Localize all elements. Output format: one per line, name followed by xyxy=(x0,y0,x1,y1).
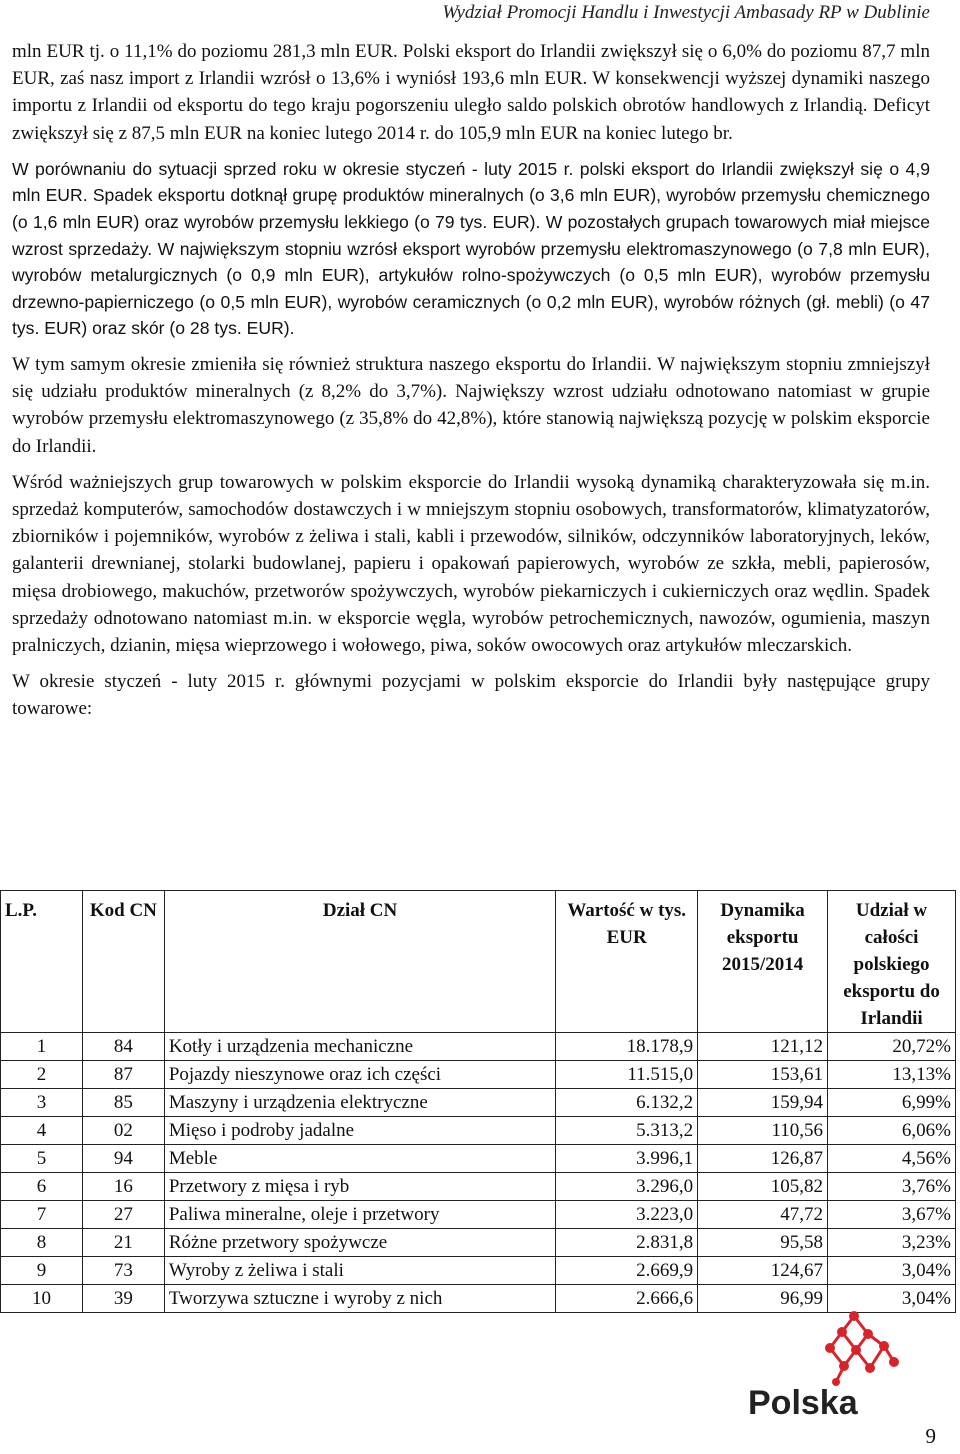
table-row xyxy=(1,1061,956,1089)
table-row xyxy=(1,1089,956,1117)
cell-lp: 3 xyxy=(1,1089,83,1117)
table-header-row xyxy=(1,891,956,1033)
paragraph-table-intro: W okresie styczeń - luty 2015 r. głównymi pozycjami w polskim eksporcie do Irlandii były następujące grupy towarowe: xyxy=(12,671,930,720)
page-number: 9 xyxy=(925,1424,936,1448)
header-dzial: Dział CN xyxy=(164,891,555,1033)
cell-kod: 73 xyxy=(82,1257,164,1285)
paragraph-trade-balance: mln EUR tj. o 11,1% do poziomu 281,3 mln EUR. Polski eksport do Irlandii zwiększył się o 6,0% do poziomu 87,7 mln EUR, zaś nasz import z Irlandii wzrósł o 13,6% i wyniósł 193,6 mln EUR. W konsekwencji wyższej dynamiki naszego importu z Irlandii od eksportu do tego kraju pogorszeniu uległo saldo polskich obrotów handlowych z Irlandią. Deficyt zwiększył się z 87,5 mln EUR na koniec lutego 2014 r. do 105,9 mln EUR na koniec lutego br. xyxy=(12,41,930,144)
cell-dzial: Różne przetwory spożywcze xyxy=(164,1229,555,1257)
table-row xyxy=(1,1033,956,1061)
cell-wartosc: 3.996,1 xyxy=(556,1145,698,1173)
cell-dynamika: 110,56 xyxy=(698,1117,828,1145)
cell-dzial: Kotły i urządzenia mechaniczne xyxy=(164,1033,555,1061)
cell-wartosc: 2.669,9 xyxy=(556,1257,698,1285)
cell-dynamika: 96,99 xyxy=(698,1285,828,1313)
header-dynamika: Dynamika eksportu 2015/2014 xyxy=(698,891,828,1033)
cell-kod: 16 xyxy=(82,1173,164,1201)
cell-kod: 39 xyxy=(82,1285,164,1313)
cell-lp: 1 xyxy=(1,1033,83,1061)
page-header: Wydział Promocji Handlu i Inwestycji Ambasady RP w Dublinie xyxy=(442,2,930,23)
cell-udzial: 13,13% xyxy=(828,1061,956,1089)
table-row xyxy=(1,1201,956,1229)
cell-wartosc: 3.223,0 xyxy=(556,1201,698,1229)
cell-udzial: 4,56% xyxy=(828,1145,956,1173)
table-row xyxy=(1,1257,956,1285)
cell-kod: 27 xyxy=(82,1201,164,1229)
cell-dynamika: 126,87 xyxy=(698,1145,828,1173)
cell-dzial: Meble xyxy=(164,1145,555,1173)
table-row xyxy=(1,1117,956,1145)
polska-logo-icon xyxy=(744,1310,932,1420)
cell-dzial: Mięso i podroby jadalne xyxy=(164,1117,555,1145)
cell-udzial: 6,99% xyxy=(828,1089,956,1117)
cell-dynamika: 153,61 xyxy=(698,1061,828,1089)
cell-wartosc: 2.831,8 xyxy=(556,1229,698,1257)
cell-dzial: Przetwory z mięsa i ryb xyxy=(164,1173,555,1201)
header-wartosc: Wartość w tys. EUR xyxy=(556,891,698,1033)
cell-wartosc: 11.515,0 xyxy=(556,1061,698,1089)
paragraph-product-groups: Wśród ważniejszych grup towarowych w polskim eksporcie do Irlandii wysoką dynamiką charakteryzowała się m.in. sprzedaż komputerów, samochodów dostawczych i w mniejszym stopniu osobowych, transformatorów, klimatyzatorów, zbiorników i pojemników, wyrobów z żeliwa i stali, kabli i przewodów, silników, odczynników laboratoryjnych, leków, galanterii drewnianej, stolarki budowlanej, papieru i opakowań papierowych, wyrobów ze szkła, mebli, papierosów, mięsa drobiowego, makuchów, przetworów spożywczych, wyrobów piekarniczych i cukierniczych oraz wędlin. Spadek sprzedaży odnotowano natomiast m.in. w eksporcie węgla, wyrobów petrochemicznych, nawozów, ogumienia, maszyn pralniczych, dzianin, mięsa wieprzowego i wołowego, piwa, soków owocowych oraz artykułów mleczarskich. xyxy=(12,471,930,656)
cell-dzial: Wyroby z żeliwa i stali xyxy=(164,1257,555,1285)
cell-lp: 9 xyxy=(1,1257,83,1285)
cell-dynamika: 47,72 xyxy=(698,1201,828,1229)
cell-kod: 85 xyxy=(82,1089,164,1117)
cell-udzial: 20,72% xyxy=(828,1033,956,1061)
table-row xyxy=(1,1173,956,1201)
cell-udzial: 3,23% xyxy=(828,1229,956,1257)
export-table xyxy=(0,890,956,1313)
cell-kod: 84 xyxy=(82,1033,164,1061)
cell-lp: 6 xyxy=(1,1173,83,1201)
cell-wartosc: 5.313,2 xyxy=(556,1117,698,1145)
cell-wartosc: 2.666,6 xyxy=(556,1285,698,1313)
header-lp: L.P. xyxy=(1,891,83,1033)
cell-kod: 21 xyxy=(82,1229,164,1257)
cell-dzial: Tworzywa sztuczne i wyroby z nich xyxy=(164,1285,555,1313)
polska-logo-text: Polska xyxy=(748,1384,858,1420)
polska-logo xyxy=(744,1310,932,1420)
cell-lp: 5 xyxy=(1,1145,83,1173)
table-row xyxy=(1,1145,956,1173)
cell-wartosc: 18.178,9 xyxy=(556,1033,698,1061)
paragraph-export-changes: W porównaniu do sytuacji sprzed roku w okresie styczeń - luty 2015 r. polski eksport do Irlandii zwiększył się o 4,9 mln EUR. Spadek eksportu dotknął grupę produktów mineralnych (o 3,6 mln EUR), wyrobów przemysłu chemicznego (o 1,6 mln EUR) oraz wyrobów przemysłu lekkiego (o 79 tys. EUR). W pozostałych grupach towarowych miał miejsce wzrost sprzedaży. W największym stopniu wzrósł eksport wyrobów przemysłu elektromaszynowego (o 7,8 mln EUR), wyrobów metalurgicznych (o 0,9 mln EUR), artykułów rolno-spożywczych (o 0,5 mln EUR), wyrobów przemysłu drzewno-papierniczego (o 0,5 mln EUR), wyrobów ceramicznych (o 0,2 mln EUR), wyrobów różnych (gł. mebli) (o 47 tys. EUR) oraz skór (o 28 tys. EUR). xyxy=(12,158,930,339)
cell-dynamika: 159,94 xyxy=(698,1089,828,1117)
cell-dzial: Maszyny i urządzenia elektryczne xyxy=(164,1089,555,1117)
cell-lp: 4 xyxy=(1,1117,83,1145)
cell-dynamika: 95,58 xyxy=(698,1229,828,1257)
cell-udzial: 6,06% xyxy=(828,1117,956,1145)
cell-dynamika: 124,67 xyxy=(698,1257,828,1285)
cell-dzial: Pojazdy nieszynowe oraz ich części xyxy=(164,1061,555,1089)
cell-dzial: Paliwa mineralne, oleje i przetwory xyxy=(164,1201,555,1229)
cell-wartosc: 3.296,0 xyxy=(556,1173,698,1201)
cell-lp: 7 xyxy=(1,1201,83,1229)
cell-lp: 2 xyxy=(1,1061,83,1089)
cell-kod: 87 xyxy=(82,1061,164,1089)
cell-udzial: 3,67% xyxy=(828,1201,956,1229)
cell-udzial: 3,76% xyxy=(828,1173,956,1201)
cell-dynamika: 121,12 xyxy=(698,1033,828,1061)
cell-wartosc: 6.132,2 xyxy=(556,1089,698,1117)
cell-kod: 94 xyxy=(82,1145,164,1173)
header-kod: Kod CN xyxy=(82,891,164,1033)
cell-dynamika: 105,82 xyxy=(698,1173,828,1201)
paragraph-export-structure: W tym samym okresie zmieniła się również struktura naszego eksportu do Irlandii. W największym stopniu zmniejszył się udziału produktów mineralnych (z 8,2% do 3,7%). Największy wzrost udziału odnotowano natomiast w grupie wyrobów przemysłu elektromaszynowego (z 35,8% do 42,8%), które stanowią największą pozycję w polskim eksporcie do Irlandii. xyxy=(12,353,930,457)
table-row xyxy=(1,1285,956,1313)
table-row xyxy=(1,1229,956,1257)
cell-lp: 10 xyxy=(1,1285,83,1313)
document-body xyxy=(12,38,930,723)
cell-udzial: 3,04% xyxy=(828,1257,956,1285)
header-udzial: Udział w całości polskiego eksportu do Irlandii xyxy=(828,891,956,1033)
cell-kod: 02 xyxy=(82,1117,164,1145)
cell-udzial: 3,04% xyxy=(828,1285,956,1313)
cell-lp: 8 xyxy=(1,1229,83,1257)
